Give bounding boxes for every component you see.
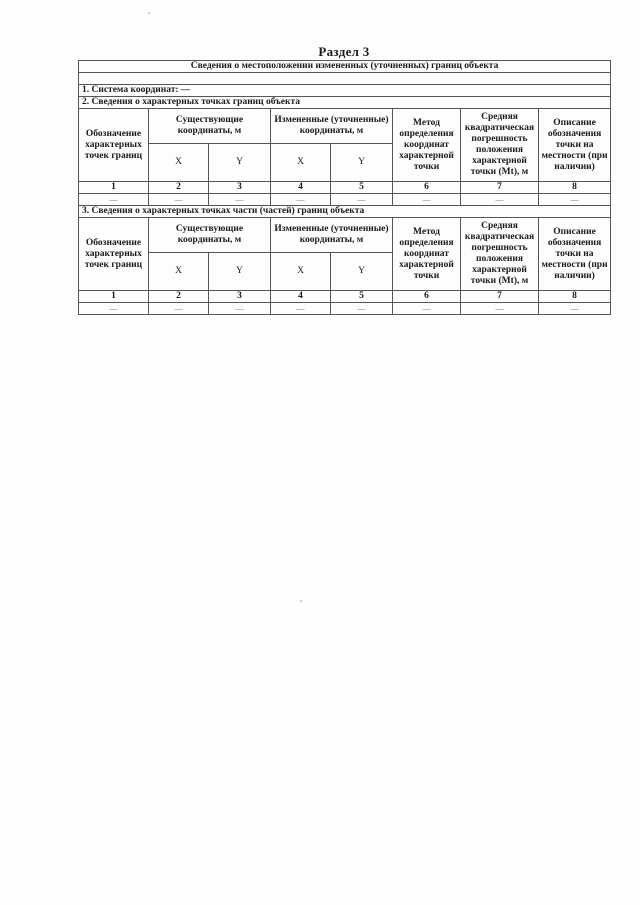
column-number: 6 — [393, 182, 461, 194]
column-number: 2 — [149, 291, 209, 303]
table-cell: — — [331, 303, 393, 315]
header-designation: Обозначение характерных точек границ — [79, 109, 149, 182]
header-y: Y — [331, 144, 393, 182]
column-number: 7 — [461, 182, 539, 194]
header-method: Метод определения координат характерной точки — [393, 218, 461, 291]
table-cell: — — [539, 303, 611, 315]
table-cell: — — [461, 194, 539, 206]
table-cell: — — [393, 194, 461, 206]
block2-title: 2. Сведения о характерных точках границ объекта — [79, 97, 611, 109]
column-number: 3 — [209, 291, 271, 303]
header-description: Описание обозначения точки на местности (при наличии) — [539, 109, 611, 182]
header-x: X — [271, 144, 331, 182]
column-number: 4 — [271, 291, 331, 303]
table-title: Сведения о местоположении измененных (уточненных) границ объекта — [79, 61, 611, 73]
table-cell: — — [331, 194, 393, 206]
header-x: X — [149, 144, 209, 182]
table-cell: — — [209, 303, 271, 315]
column-number: 5 — [331, 182, 393, 194]
header-x: X — [149, 253, 209, 291]
column-number: 5 — [331, 291, 393, 303]
block3-title: 3. Сведения о характерных точках части (частей) границ объекта — [79, 206, 611, 218]
header-designation: Обозначение характерных точек границ — [79, 218, 149, 291]
scan-speck — [300, 600, 302, 602]
header-x: X — [271, 253, 331, 291]
column-number: 8 — [539, 182, 611, 194]
table-cell: — — [79, 303, 149, 315]
table-cell: — — [271, 303, 331, 315]
table-cell: — — [539, 194, 611, 206]
header-description: Описание обозначения точки на местности (при наличии) — [539, 218, 611, 291]
header-changed-coords: Измененные (уточненные) координаты, м — [271, 109, 393, 144]
table-cell: — — [393, 303, 461, 315]
scan-speck — [148, 12, 150, 14]
empty-row — [79, 73, 611, 85]
table-cell: — — [149, 303, 209, 315]
table-cell: — — [149, 194, 209, 206]
header-changed-coords: Измененные (уточненные) координаты, м — [271, 218, 393, 253]
table-cell: — — [271, 194, 331, 206]
column-number: 4 — [271, 182, 331, 194]
table-cell: — — [209, 194, 271, 206]
column-number: 7 — [461, 291, 539, 303]
coordinate-system: 1. Система координат: — — [79, 85, 611, 97]
header-y: Y — [209, 144, 271, 182]
header-error: Средняя квадратическая погрешность положения характерной точки (Mt), м — [461, 109, 539, 182]
table-cell: — — [79, 194, 149, 206]
column-number: 3 — [209, 182, 271, 194]
header-existing-coords: Существующие координаты, м — [149, 109, 271, 144]
section-title: Раздел 3 — [318, 44, 370, 59]
column-number: 1 — [79, 291, 149, 303]
table-cell: — — [461, 303, 539, 315]
header-error: Средняя квадратическая погрешность положения характерной точки (Mt), м — [461, 218, 539, 291]
header-method: Метод определения координат характерной точки — [393, 109, 461, 182]
header-existing-coords: Существующие координаты, м — [149, 218, 271, 253]
header-y: Y — [209, 253, 271, 291]
boundary-table — [78, 60, 611, 315]
column-number: 2 — [149, 182, 209, 194]
column-number: 6 — [393, 291, 461, 303]
header-y: Y — [331, 253, 393, 291]
column-number: 1 — [79, 182, 149, 194]
column-number: 8 — [539, 291, 611, 303]
